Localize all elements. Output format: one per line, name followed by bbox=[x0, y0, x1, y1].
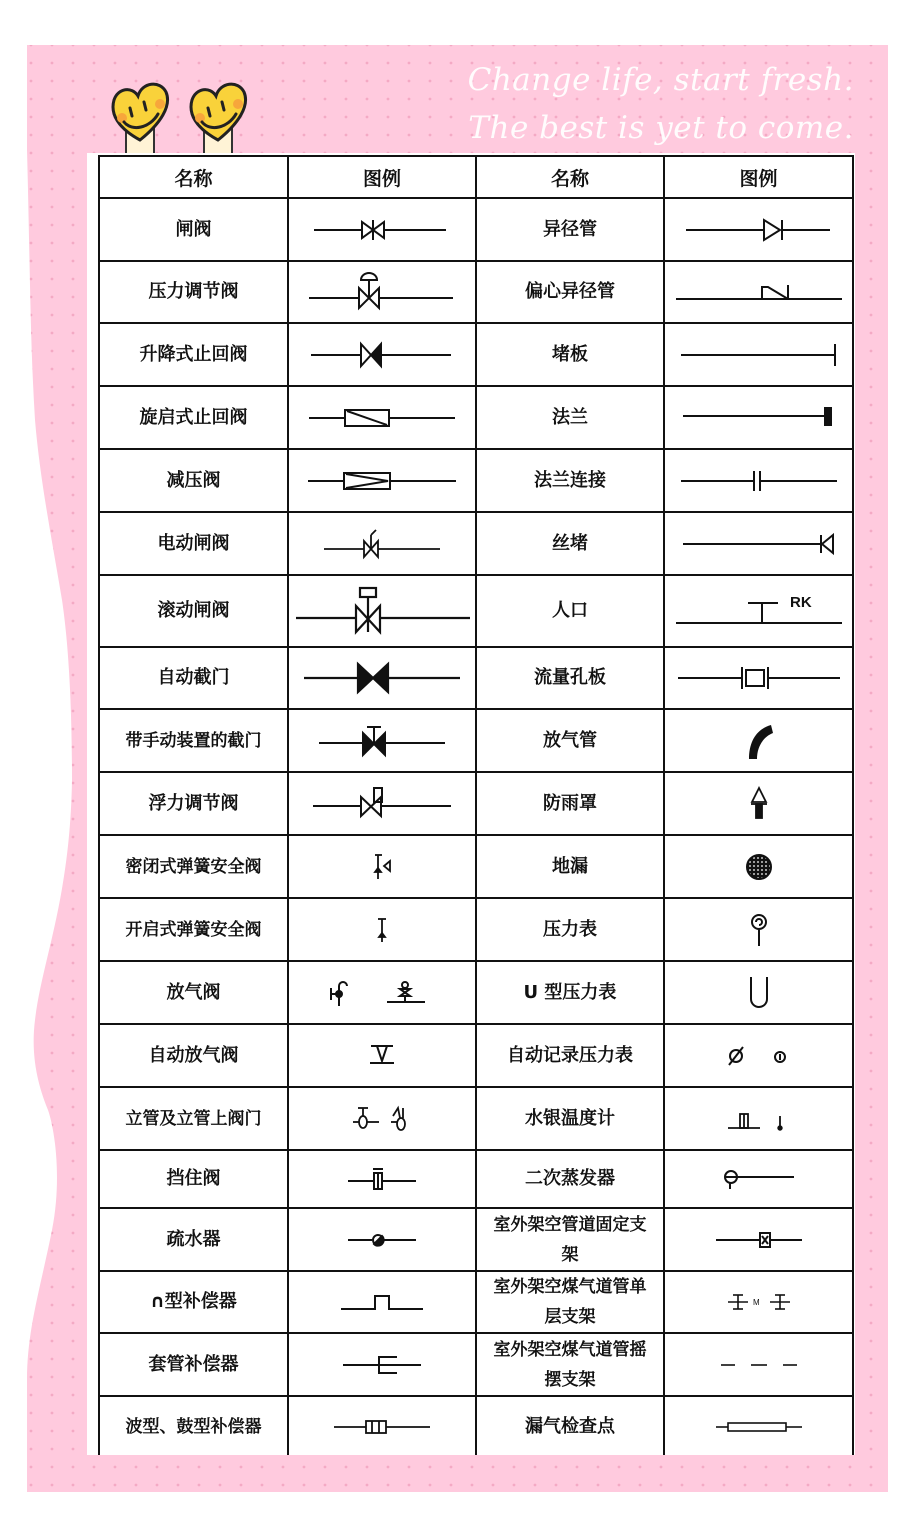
reducer-icon bbox=[664, 198, 853, 261]
bellows-compensator-icon bbox=[288, 1396, 476, 1458]
symbol-name: 地漏 bbox=[476, 835, 664, 898]
symbol-name: 法兰 bbox=[476, 386, 664, 449]
symbol-name: 立管及立管上阀门 bbox=[99, 1087, 288, 1150]
lift-check-valve-icon bbox=[288, 323, 476, 386]
riser-valve-icon bbox=[288, 1087, 476, 1150]
symbol-name: 二次蒸发器 bbox=[476, 1150, 664, 1208]
bottom-pink-band bbox=[87, 1455, 855, 1461]
symbol-name: 压力调节阀 bbox=[99, 261, 288, 323]
manhole-icon bbox=[664, 575, 853, 647]
symbol-name: 流量孔板 bbox=[476, 647, 664, 709]
table-row bbox=[99, 1150, 853, 1208]
automatic-vent-valve-icon bbox=[288, 1024, 476, 1087]
table-row bbox=[99, 386, 853, 449]
symbol-name: 人口 bbox=[476, 575, 664, 647]
open-spring-safety-valve-icon bbox=[288, 898, 476, 961]
symbol-name: 异径管 bbox=[476, 198, 664, 261]
gate-valve-icon bbox=[288, 198, 476, 261]
omega-compensator-icon bbox=[288, 1271, 476, 1333]
pressure-gauge-icon bbox=[664, 898, 853, 961]
header-symbol-right: 图例 bbox=[664, 156, 853, 198]
blind-plate-icon bbox=[664, 323, 853, 386]
symbol-name: 浮力调节阀 bbox=[99, 772, 288, 835]
symbol-name: 带手动装置的截门 bbox=[99, 709, 288, 772]
symbol-name: 放气阀 bbox=[99, 961, 288, 1024]
table-row bbox=[99, 575, 853, 647]
symbol-name: 密闭式弹簧安全阀 bbox=[99, 835, 288, 898]
table-header-row bbox=[99, 156, 853, 198]
orifice-plate-icon bbox=[664, 647, 853, 709]
symbol-name: 偏心异径管 bbox=[476, 261, 664, 323]
symbol-name: 法兰连接 bbox=[476, 449, 664, 512]
fixed-support-icon bbox=[664, 1208, 853, 1271]
automatic-stop-valve-icon bbox=[288, 647, 476, 709]
symbol-name: 漏气检查点 bbox=[476, 1396, 664, 1458]
symbol-name: 闸阀 bbox=[99, 198, 288, 261]
symbol-name: 自动截门 bbox=[99, 647, 288, 709]
symbol-name: 室外架空煤气道管单层支架 bbox=[476, 1271, 664, 1333]
table-row bbox=[99, 772, 853, 835]
flange-icon bbox=[664, 386, 853, 449]
symbol-name: 升降式止回阀 bbox=[99, 323, 288, 386]
symbol-name: 自动记录压力表 bbox=[476, 1024, 664, 1087]
heart-smiley-icon bbox=[108, 78, 268, 158]
table-row bbox=[99, 1087, 853, 1150]
symbol-legend-table bbox=[98, 155, 854, 1459]
symbol-name: ∩型补偿器 bbox=[99, 1271, 288, 1333]
single-layer-support-icon bbox=[664, 1271, 853, 1333]
table-row bbox=[99, 709, 853, 772]
sleeve-compensator-icon bbox=[288, 1333, 476, 1396]
table-row bbox=[99, 261, 853, 323]
svg-text:M: M bbox=[752, 1298, 760, 1307]
stop-valve-icon bbox=[288, 1150, 476, 1208]
vent-valve-icon bbox=[288, 961, 476, 1024]
floor-drain-icon bbox=[664, 835, 853, 898]
table-row bbox=[99, 1271, 853, 1333]
table-row bbox=[99, 835, 853, 898]
leak-check-point-icon bbox=[664, 1396, 853, 1458]
symbol-name: U 型压力表 bbox=[476, 961, 664, 1024]
u-tube-manometer-icon bbox=[664, 961, 853, 1024]
symbol-name: 自动放气阀 bbox=[99, 1024, 288, 1087]
secondary-evaporator-icon bbox=[664, 1150, 853, 1208]
table-row bbox=[99, 1396, 853, 1458]
rolling-gate-valve-icon bbox=[288, 575, 476, 647]
svg-text:RK: RK bbox=[789, 594, 812, 611]
symbol-name: 减压阀 bbox=[99, 449, 288, 512]
manual-stop-valve-icon bbox=[288, 709, 476, 772]
table-row bbox=[99, 198, 853, 261]
pressure-regulating-valve-icon bbox=[288, 261, 476, 323]
symbol-name: 放气管 bbox=[476, 709, 664, 772]
flange-connection-icon bbox=[664, 449, 853, 512]
table-row bbox=[99, 961, 853, 1024]
table-row bbox=[99, 647, 853, 709]
symbol-name: 室外架空煤气道管摇摆支架 bbox=[476, 1333, 664, 1396]
tagline-line1: Change life, start fresh. bbox=[467, 62, 854, 98]
float-regulating-valve-icon bbox=[288, 772, 476, 835]
symbol-name: 室外架空管道固定支架 bbox=[476, 1208, 664, 1271]
vent-pipe-icon bbox=[664, 709, 853, 772]
tagline-line2: The best is yet to come. bbox=[468, 110, 854, 146]
symbol-name: 疏水器 bbox=[99, 1208, 288, 1271]
header-name-left: 名称 bbox=[99, 156, 288, 198]
symbol-name: 开启式弹簧安全阀 bbox=[99, 898, 288, 961]
mercury-thermometer-icon bbox=[664, 1087, 853, 1150]
symbol-name: 防雨罩 bbox=[476, 772, 664, 835]
symbol-name: 滚动闸阀 bbox=[99, 575, 288, 647]
table-row bbox=[99, 323, 853, 386]
header-name-right: 名称 bbox=[476, 156, 664, 198]
recording-pressure-gauge-icon bbox=[664, 1024, 853, 1087]
symbol-name: 压力表 bbox=[476, 898, 664, 961]
table-row bbox=[99, 898, 853, 961]
electric-gate-valve-icon bbox=[288, 512, 476, 575]
swing-support-icon bbox=[664, 1333, 853, 1396]
symbol-name: 套管补偿器 bbox=[99, 1333, 288, 1396]
header-symbol-left: 图例 bbox=[288, 156, 476, 198]
symbol-name: 旋启式止回阀 bbox=[99, 386, 288, 449]
closed-spring-safety-valve-icon bbox=[288, 835, 476, 898]
table-row bbox=[99, 449, 853, 512]
eccentric-reducer-icon bbox=[664, 261, 853, 323]
swing-check-valve-icon bbox=[288, 386, 476, 449]
rain-cap-icon bbox=[664, 772, 853, 835]
symbol-name: 丝堵 bbox=[476, 512, 664, 575]
table-row bbox=[99, 1208, 853, 1271]
symbol-name: 挡住阀 bbox=[99, 1150, 288, 1208]
table-row bbox=[99, 1333, 853, 1396]
steam-trap-icon bbox=[288, 1208, 476, 1271]
symbol-name: 堵板 bbox=[476, 323, 664, 386]
table-row bbox=[99, 1024, 853, 1087]
pressure-reducing-valve-icon bbox=[288, 449, 476, 512]
symbol-name: 电动闸阀 bbox=[99, 512, 288, 575]
screw-plug-icon bbox=[664, 512, 853, 575]
symbol-name: 波型、鼓型补偿器 bbox=[99, 1396, 288, 1458]
symbol-name: 水银温度计 bbox=[476, 1087, 664, 1150]
table-row bbox=[99, 512, 853, 575]
